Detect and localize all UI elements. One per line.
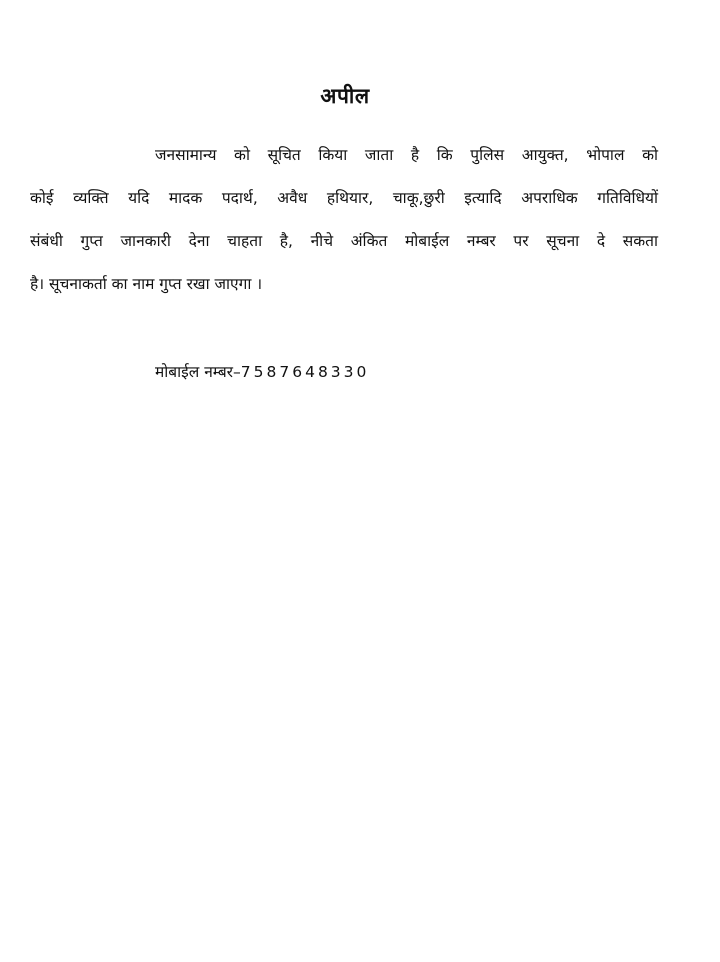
notice-paragraph-line-1: जनसामान्य को सूचित किया जाता है कि पुलिस आयुक्त, भोपाल को (155, 146, 658, 164)
notice-paragraph-line-2: कोई व्यक्ति यदि मादक पदार्थ, अवैध हथियार, चाकू,छुरी इत्यादि अपराधिक गतिविधियों (30, 189, 658, 207)
notice-paragraph-line-4: है। सूचनाकर्ता का नाम गुप्त रखा जाएगा । (30, 275, 263, 293)
mobile-label: मोबाईल नम्बर– (155, 363, 241, 381)
notice-paragraph-line-3: संबंधी गुप्त जानकारी देना चाहता है, नीचे अंकित मोबाईल नम्बर पर सूचना दे सकता (30, 232, 658, 250)
mobile-contact (155, 360, 369, 384)
notice-title: अपील (320, 84, 370, 108)
mobile-number: 7587648330 (240, 363, 370, 381)
